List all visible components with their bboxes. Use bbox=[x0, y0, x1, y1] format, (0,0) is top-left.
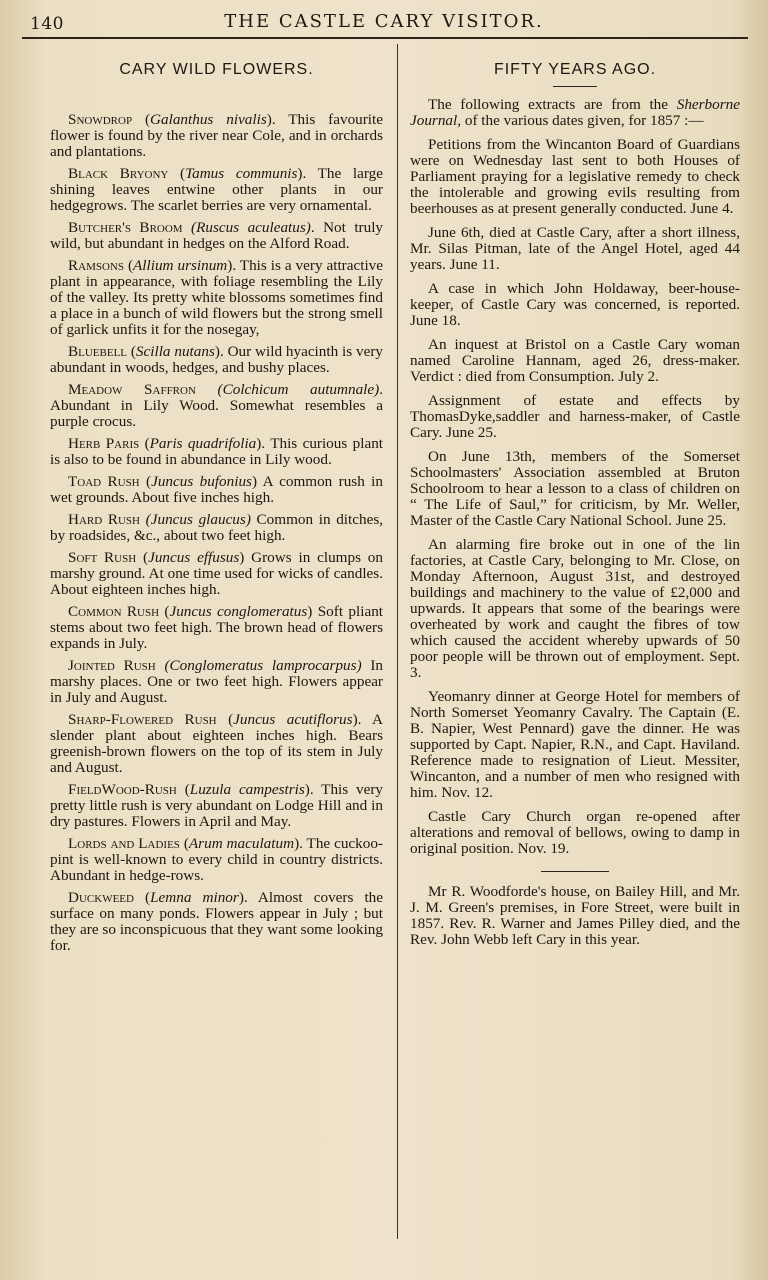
flower-entry: Black Bryony (Tamus communis). The large shining leaves entwine other plants in our hedgegrows. The scarlet berries are very ornamental. bbox=[50, 165, 383, 214]
page-number: 140 bbox=[30, 14, 64, 34]
right-column bbox=[410, 44, 740, 956]
header-rule bbox=[22, 37, 748, 39]
column-divider bbox=[397, 44, 398, 1239]
flower-entry: Hard Rush (Juncus glaucus) Common in ditches, by roadsides, &c., about two feet high. bbox=[50, 511, 384, 544]
intro-paragraph: The following extracts are from the Sherborne Journal, of the various dates given, for 1857 :— bbox=[410, 96, 740, 129]
extract-paragraph: June 6th, died at Castle Cary, after a short illness, Mr. Silas Pitman, late of the Angel Hotel, aged 44 years. June 11. bbox=[410, 224, 740, 273]
extract-paragraph: On June 13th, members of the Somerset Schoolmasters' Association assembled at Bruton Schoolroom to hear a lesson to a class of children on “ The Life of Saul,” for criticism, by Mr. Weller, Master of the Castle Cary National School. June 25. bbox=[410, 448, 740, 529]
flower-entry: Jointed Rush (Conglomeratus lamprocarpus) In marshy places. One or two feet high. Flowers appear in July and August. bbox=[50, 657, 384, 706]
fifty-years-ago-title: FIFTY YEARS AGO. bbox=[493, 61, 657, 78]
flower-entry: Meadow Saffron (Colchicum autumnale). Abundant in Lily Wood. Somewhat resembles a purple crocus. bbox=[50, 381, 384, 430]
flower-entry: Butcher's Broom (Ruscus aculeatus). Not truly wild, but abundant in hedges on the Alford Road. bbox=[50, 219, 384, 252]
flower-entry: Toad Rush (Juncus bufonius) A common rush in wet grounds. About five inches high. bbox=[50, 473, 383, 506]
page-header bbox=[0, 6, 768, 36]
flower-entry: FieldWood-Rush (Luzula campestris). This very pretty little rush is very abundant on Lodge Hill and in dry pastures. Flowers in April and May. bbox=[50, 781, 383, 830]
extract-paragraph: A case in which John Holdaway, beer-house-keeper, of Castle Cary was concerned, is reported. June 18. bbox=[410, 280, 740, 329]
left-column bbox=[50, 44, 383, 960]
section-rule bbox=[541, 871, 609, 872]
extract-paragraph: Assignment of estate and effects by ThomasDyke,saddler and harness-maker, of Castle Cary. June 25. bbox=[410, 392, 740, 441]
flower-entry: Bluebell (Scilla nutans). Our wild hyacinth is very abundant in woods, hedges, and bushy places. bbox=[50, 343, 383, 376]
title-rule bbox=[553, 86, 597, 87]
extract-paragraph: Petitions from the Wincanton Board of Guardians were on Wednesday last sent to both Houses of Parliament praying for a legislative remedy to check the intolerable and growing evils resulting from beerhouses as at present generally conducted. June 4. bbox=[410, 136, 740, 217]
flower-entry: Duckweed (Lemna minor). Almost covers the surface on many ponds. Flowers appear in July ; but they are so inconspicuous that they want some looking for. bbox=[50, 889, 383, 954]
extract-paragraph: An alarming fire broke out in one of the lin factories, at Castle Cary, belonging to Mr. Close, on Monday Afternoon, August 31st, and destroyed buildings and machinery to the value of £2,000 and upwards. It appears that some of the bearings were overheated by work and caught the fibres of tow which caused the accident whereby upwards of 50 poor people will be thrown out of employment. Sept. 3. bbox=[410, 536, 740, 681]
flower-entry: Common Rush (Juncus conglomeratus) Soft pliant stems about two feet high. The brown head of flowers expands in July. bbox=[50, 603, 384, 652]
extract-paragraph: Yeomanry dinner at George Hotel for members of North Somerset Yeomanry Cavalry. The Captain (E. B. Napier, West Pennard) gave the dinner. He was supported by Capt. Napier, R.N., and Capt. Haviland. Reference made to resignation of Lieut. Messiter, Wincanton, and a number of men who resigned with him. Nov. 12. bbox=[410, 688, 740, 801]
flower-entry: Snowdrop (Galanthus nivalis). This favourite flower is found by the river near Cole, and in orchards and plantations. bbox=[50, 111, 383, 160]
flower-entry: Soft Rush (Juncus effusus) Grows in clumps on marshy ground. At one time used for wicks of candles. About eighteen inches high. bbox=[50, 549, 383, 598]
closing-paragraph: Mr R. Woodforde's house, on Bailey Hill, and Mr. J. M. Green's premises, in Fore Street, were built in 1857. Rev. R. Warner and James Pilley died, and the Rev. John Webb left Cary in this year. bbox=[410, 883, 740, 948]
flower-entry: Ramsons (Allium ursinum). This is a very attractive plant in appearance, with foliage resembling the Lily of the valley. Its pretty white blossoms sometimes find a place in a bunch of wild flowers but the strong smell of garlick unfits it for the nosegay, bbox=[50, 257, 384, 338]
flower-entry: Sharp-Flowered Rush (Juncus acutiflorus). A slender plant about eighteen inches high. Bears greenish-brown flowers on the top of its stem in July and August. bbox=[50, 711, 384, 776]
cary-wild-flowers-title: CARY WILD FLOWERS. bbox=[119, 61, 314, 78]
running-title: THE CASTLE CARY VISITOR. bbox=[224, 11, 544, 32]
flower-entries bbox=[50, 112, 383, 954]
flower-entry: Lords and Ladies (Arum maculatum). The cuckoo-pint is well-known to every child in country districts. Abundant in hedge-rows. bbox=[50, 835, 383, 884]
flower-entry: Herb Paris (Paris quadrifolia). This curious plant is also to be found in abundance in Lily wood. bbox=[50, 435, 384, 468]
extract-paragraph: An inquest at Bristol on a Castle Cary woman named Caroline Hannam, aged 26, dress-maker. Verdict : died from Consumption. July 2. bbox=[410, 336, 740, 385]
extract-paragraph: Castle Cary Church organ re-opened after alterations and removal of bellows, owing to damp in original position. Nov. 19. bbox=[410, 808, 740, 857]
